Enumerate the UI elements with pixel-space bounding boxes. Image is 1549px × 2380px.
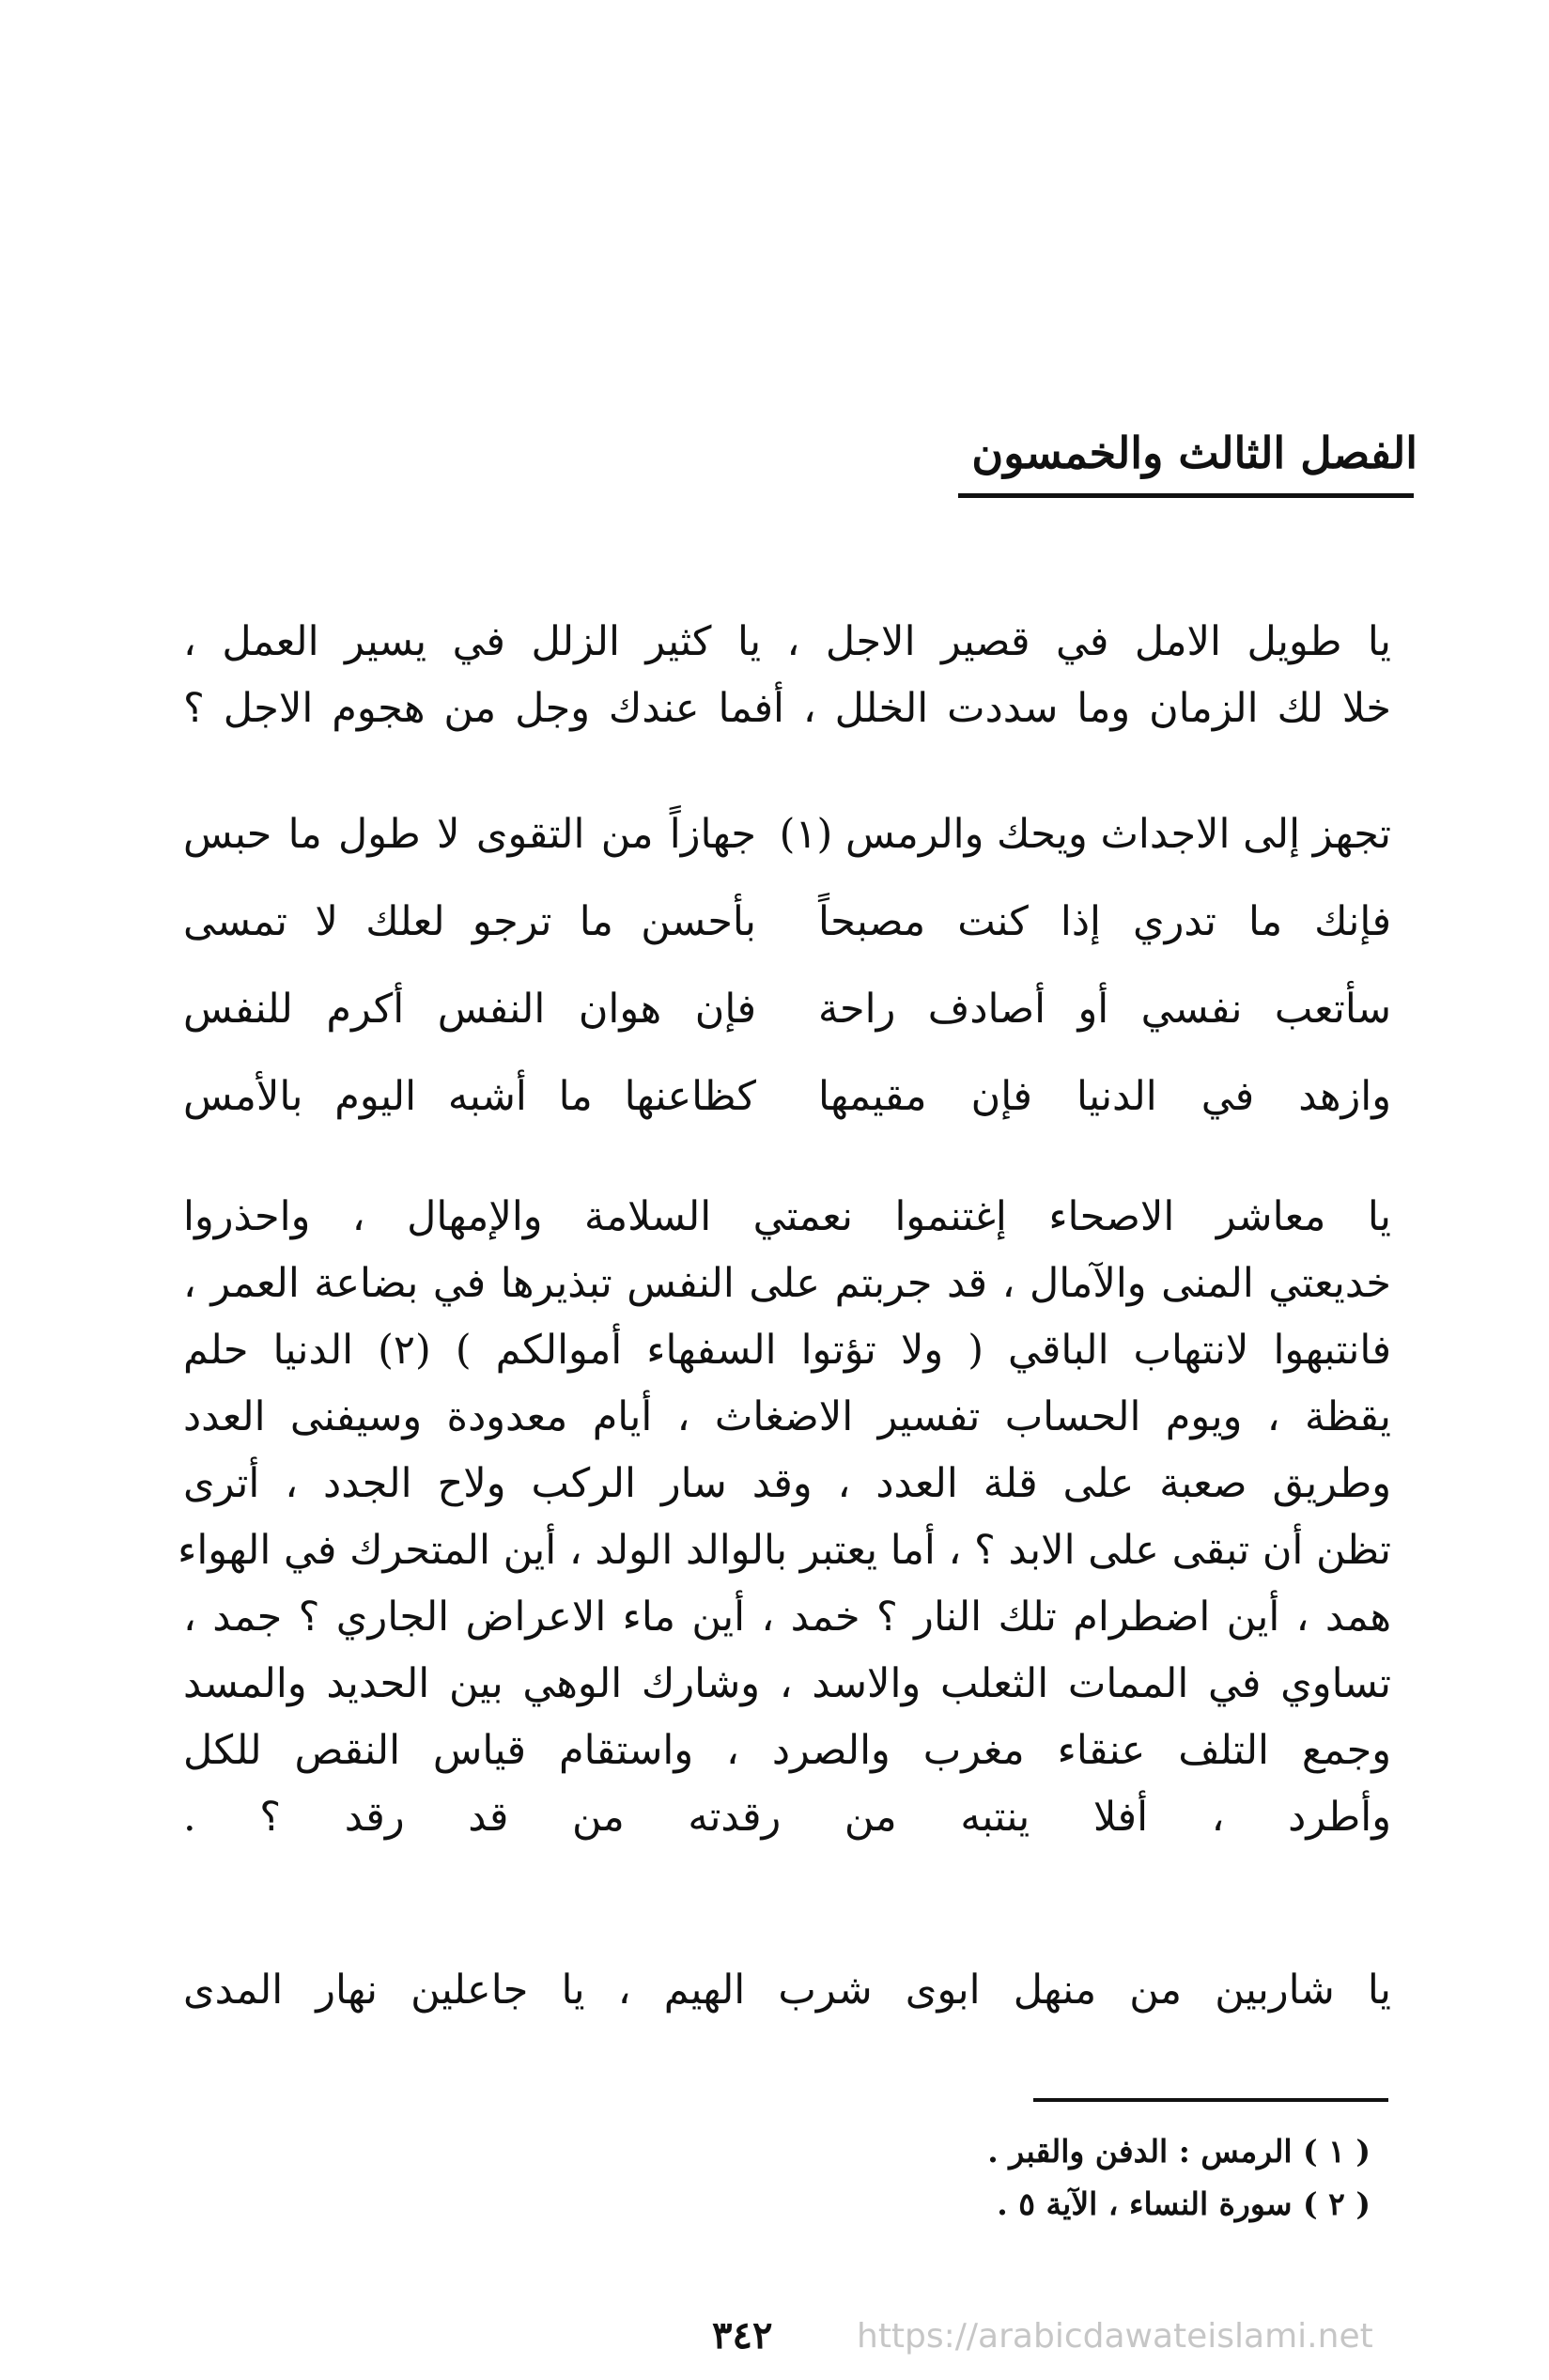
verse-second-hemistich: جهازاً من التقوى لا طول ما حبس <box>183 811 756 858</box>
verse-first-hemistich: وازهد في الدنيا فإن مقيمها <box>818 1073 1391 1120</box>
text-line: يا طويل الامل في قصير الاجل ، يا كثير الزلل في يسير العمل ، <box>183 618 1391 665</box>
footnote-separator <box>1033 2098 1388 2102</box>
verse <box>183 1053 1391 1141</box>
verse-second-hemistich: كظاعنها ما أشبه اليوم بالأمس <box>183 1073 756 1120</box>
verse-second-hemistich: فإن هوان النفس أكرم للنفس <box>183 986 756 1033</box>
text-line: يا معاشر الاصحاء إغتنموا نعمتي السلامة والإمهال ، واحذروا <box>183 1193 1391 1240</box>
text-line: وجمع التلف عنقاء مغرب والصرد ، واستقام قياس النقص للكل <box>183 1727 1391 1774</box>
text-line: خديعتي المنى والآمال ، قد جربتم على النفس تبذيرها في بضاعة العمر ، <box>183 1260 1391 1307</box>
verse <box>183 791 1391 879</box>
verse <box>183 966 1391 1053</box>
paragraph-3 <box>183 1957 1391 2024</box>
text-line: خلا لك الزمان وما سددت الخلل ، أفما عندك وجل من هجوم الاجل ؟ <box>183 685 1391 732</box>
text-line: يقظة ، ويوم الحساب تفسير الاضغاث ، أيام معدودة وسيفنى العدد <box>183 1393 1391 1440</box>
text-line: وطريق صعبة على قلة العدد ، وقد سار الركب ولاح الجدد ، أترى <box>183 1460 1391 1507</box>
footnotes <box>987 2125 1371 2231</box>
poem <box>183 791 1391 1141</box>
footnote: ( ٢ ) سورة النساء ، الآية ٥ . <box>997 2186 1371 2222</box>
title-underline <box>958 493 1414 498</box>
verse-second-hemistich: بأحسن ما ترجو لعلك لا تمسى <box>183 898 756 945</box>
text-line: يا شاربين من منهل ابوى شرب الهيم ، يا جاعلين نهار المدى <box>183 1967 1391 2014</box>
text-line: فانتبهوا لانتهاب الباقي ( ولا تؤتوا السفهاء أموالكم ) (٢) الدنيا حلم <box>183 1327 1391 1374</box>
chapter-title: الفصل الثالث والخمسون <box>971 428 1417 478</box>
verse-first-hemistich: سأتعب نفسي أو أصادف راحة <box>818 986 1391 1033</box>
text-line: همد ، أين اضطرام تلك النار ؟ خمد ، أين ماء الاعراض الجاري ؟ جمد ، <box>183 1594 1391 1641</box>
text-line: تظن أن تبقى على الابد ؟ ، أما يعتبر بالوالد الولد ، أين المتحرك في الهواء <box>178 1527 1391 1574</box>
paragraph-2 <box>178 1184 1391 1851</box>
page-number: ٣٤٢ <box>712 2313 773 2357</box>
verse <box>183 879 1391 966</box>
verse-first-hemistich: فإنك ما تدري إذا كنت مصبحاً <box>818 898 1391 945</box>
text-line: تساوي في الممات الثعلب والاسد ، وشارك الوهي بين الحديد والمسد <box>183 1660 1391 1707</box>
footnote: ( ١ ) الرمس : الدفن والقبر . <box>987 2133 1371 2170</box>
paragraph-1 <box>183 609 1391 742</box>
text-line: وأطرد ، أفلا ينتبه من رقدته من قد رقد ؟ . <box>183 1794 1391 1841</box>
watermark-url: https://arabicdawateislami.net <box>857 2317 1373 2356</box>
verse-first-hemistich: تجهز إلى الاجداث ويحك والرمس (١) <box>779 811 1391 858</box>
